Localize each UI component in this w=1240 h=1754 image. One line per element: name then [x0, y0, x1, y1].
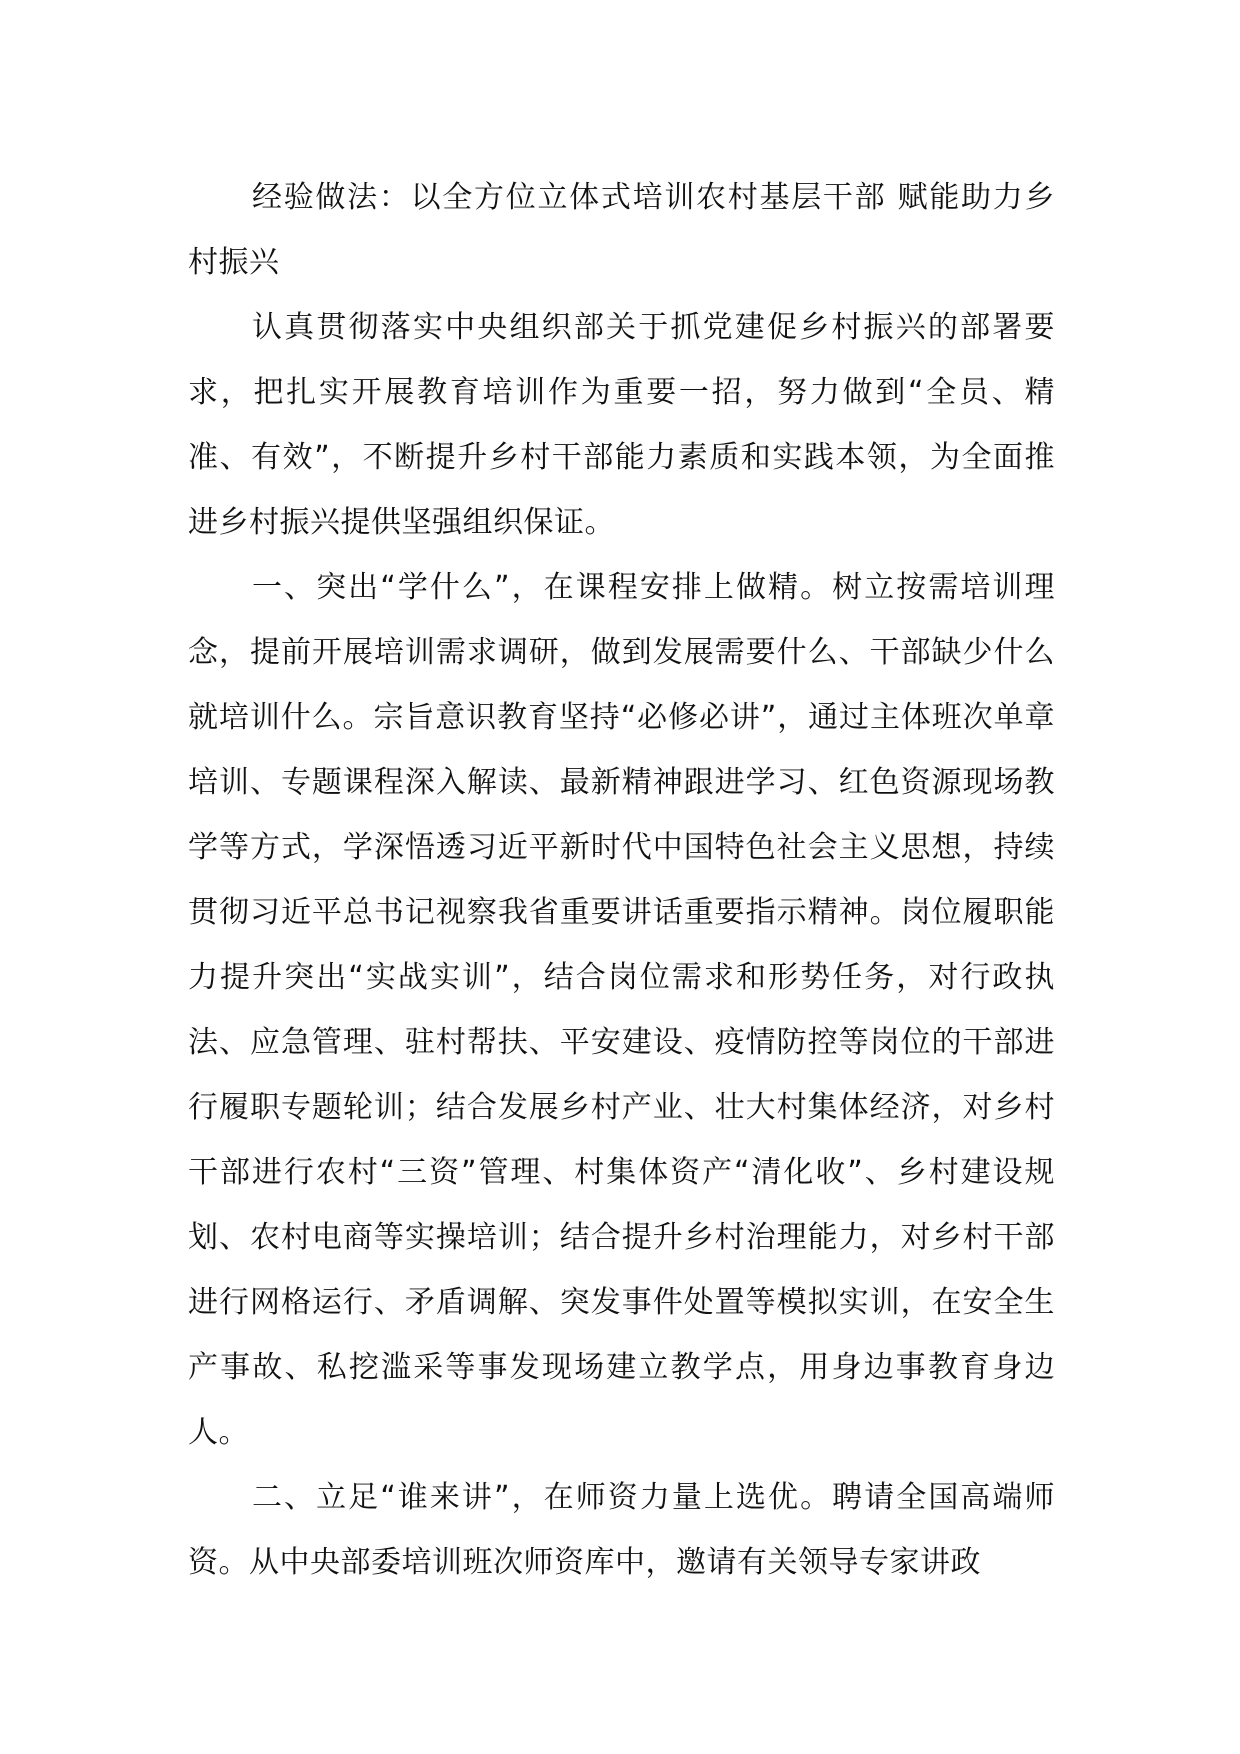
- section-one-paragraph: 一、突出“学什么”，在课程安排上做精。树立按需培训理念，提前开展培训需求调研，做到发展需要什么、干部缺少什么就培训什么。宗旨意识教育坚持“必修必讲”，通过主体班次单章培训、专题课程深入解读、最新精神跟进学习、红色资源现场教学等方式，学深悟透习近平新时代中国特色社会主义思想，持续贯彻习近平总书记视察我省重要讲话重要指示精神。岗位履职能力提升突出“实战实训”，结合岗位需求和形势任务，对行政执法、应急管理、驻村帮扶、平安建设、疫情防控等岗位的干部进行履职专题轮训；结合发展乡村产业、壮大村集体经济，对乡村干部进行农村“三资”管理、村集体资产“清化收”、乡村建设规划、农村电商等实操培训；结合提升乡村治理能力，对乡村干部进行网格运行、矛盾调解、突发事件处置等模拟实训，在安全生产事故、私挖滥采等事发现场建立教学点，用身边事教育身边人。: [188, 570, 1055, 1450]
- intro-paragraph: 认真贯彻落实中央组织部关于抓党建促乡村振兴的部署要求，把扎实开展教育培训作为重要一招，努力做到“全员、精准、有效”，不断提升乡村干部能力素质和实践本领，为全面推进乡村振兴提供坚强组织保证。: [188, 310, 1055, 540]
- title-paragraph: 经验做法：以全方位立体式培训农村基层干部 赋能助力乡村振兴: [188, 180, 1055, 280]
- document-body: [188, 165, 1055, 1595]
- section-two-paragraph: 二、立足“谁来讲”，在师资力量上选优。聘请全国高端师资。从中央部委培训班次师资库中，邀请有关领导专家讲政: [188, 1480, 1055, 1580]
